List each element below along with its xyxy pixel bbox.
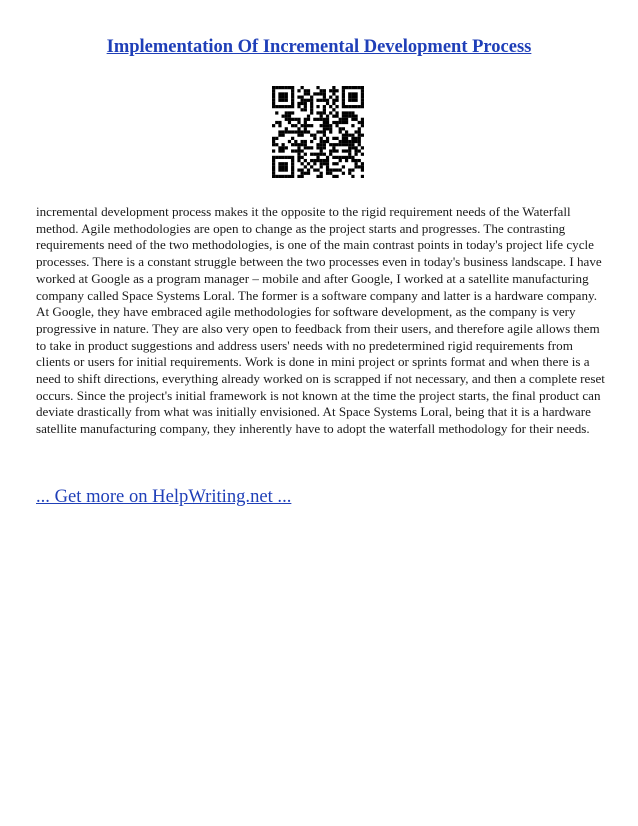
body-paragraph: incremental development process makes it the opposite to the rigid requirement needs of the Waterfall method. Agile methodologies are open to change as the project starts and progresses. The contrasting requirements need of the two methodologies, is one of the main contrast points in today's project life cycle processes. There is a constant struggle between the two processes even in today's business landscape. I have worked at Google as a program manager – mobile and after Google, I worked at a satellite manufacturing company called Space Systems Loral. The former is a software company and latter is a hardware company. At Google, they have embraced agile methodologies for software development, as the company is very progressive in nature. They are also very open to feedback from their users, and therefore agile allows them to take in product suggestions and address users' needs with no predetermined rigid requirements from clients or users for initial requirements. Work is done in mini project or sprints format and when there is a need to shift directions, everything already worked on is scrapped if not necessary, and then a complete reset occurs. Since the project's initial framework is not known at the time the project starts, the final product can deviate drastically from what was initially envisioned. At Space Systems Loral, being that it is a hardware satellite manufacturing company, they inherently have to adopt the waterfall methodology for their needs.: [36, 204, 605, 437]
get-more-link[interactable]: ... Get more on HelpWriting.net ...: [36, 486, 292, 507]
document-title-link[interactable]: Implementation Of Incremental Development Process: [106, 37, 532, 57]
qr-code-icon: [272, 86, 364, 178]
